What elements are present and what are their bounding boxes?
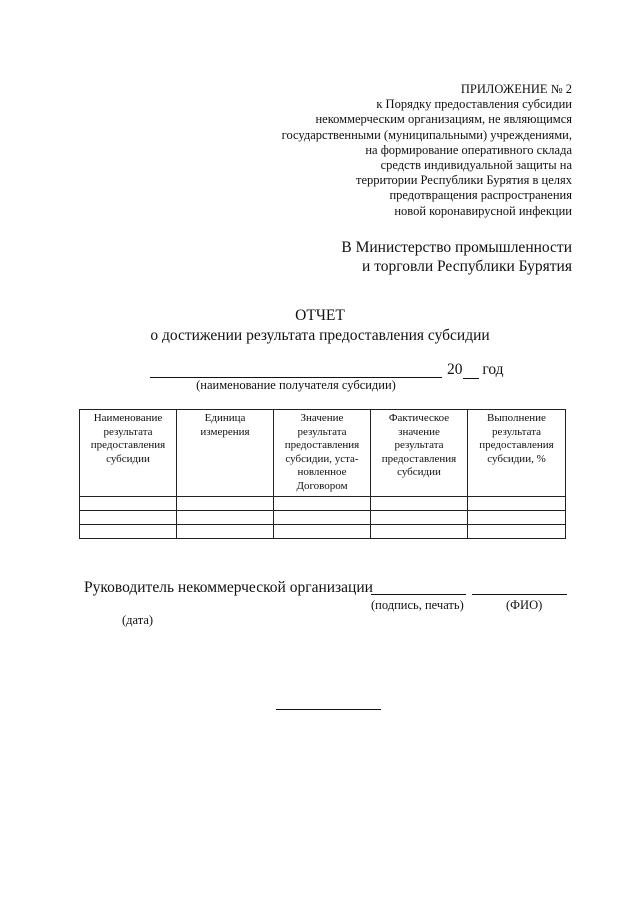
table-cell[interactable]	[371, 510, 468, 524]
table-row	[80, 496, 566, 510]
column-header: Наименование результата предоставления субсидии	[80, 410, 177, 497]
date-caption: (дата)	[122, 613, 154, 627]
appendix-line: на формирование оперативного склада	[365, 142, 572, 157]
column-header: Выполнение результата предоставления субсидии, %	[468, 410, 566, 497]
table-cell[interactable]	[274, 510, 371, 524]
year-suffix: год	[482, 361, 504, 378]
signature-caption: (подпись, печать)	[371, 598, 464, 612]
table-cell[interactable]	[177, 524, 274, 538]
appendix-line: ПРИЛОЖЕНИЕ № 2	[460, 82, 572, 96]
column-header: Значение результата предоставления субсидии, уста-новленное Договором	[274, 410, 371, 497]
addressee-block	[172, 238, 572, 276]
table-cell[interactable]	[177, 510, 274, 524]
addressee-line-2: и торговли Республики Бурятия	[362, 258, 572, 275]
report-year-field[interactable]	[447, 361, 504, 379]
table-header-row	[80, 410, 566, 497]
table-cell[interactable]	[80, 496, 177, 510]
table-cell[interactable]	[468, 496, 566, 510]
table-cell[interactable]	[468, 510, 566, 524]
report-title: ОТЧЕТ	[295, 307, 345, 324]
year-prefix: 20	[447, 361, 463, 378]
appendix-line: предотвращения распространения	[389, 188, 572, 203]
fullname-caption: (ФИО)	[506, 598, 543, 612]
appendix-line: некоммерческим организациям, не являющимся	[315, 112, 572, 127]
table-cell[interactable]	[177, 496, 274, 510]
table-cell[interactable]	[80, 510, 177, 524]
table-cell[interactable]	[371, 524, 468, 538]
table-cell[interactable]	[274, 496, 371, 510]
appendix-block	[152, 82, 572, 219]
report-subtitle: о достижении результата предоставления субсидии	[150, 327, 490, 344]
table-row	[80, 524, 566, 538]
recipient-name-field[interactable]	[150, 359, 442, 378]
table-cell[interactable]	[80, 524, 177, 538]
end-divider	[276, 709, 381, 710]
appendix-line: средств индивидуальной защиты на	[380, 158, 572, 173]
fullname-blank[interactable]	[472, 594, 567, 595]
table-row	[80, 510, 566, 524]
signature-label: Руководитель некоммерческой организации	[84, 579, 373, 596]
report-table	[79, 409, 566, 539]
column-header: Единица измерения	[177, 410, 274, 497]
table-cell[interactable]	[371, 496, 468, 510]
year-blank[interactable]	[463, 364, 479, 379]
signature-blank[interactable]	[371, 594, 466, 595]
appendix-line: территории Республики Бурятия в целях	[356, 173, 572, 188]
column-header: Фактическое значение результата предоставления субсидии	[371, 410, 468, 497]
appendix-line: новой коронавирусной инфекции	[394, 203, 572, 218]
table-cell[interactable]	[468, 524, 566, 538]
addressee-line-1: В Министерство промышленности	[341, 239, 572, 256]
table-cell[interactable]	[274, 524, 371, 538]
appendix-line: государственными (муниципальными) учреждениями,	[281, 127, 572, 142]
appendix-line: к Порядку предоставления субсидии	[376, 97, 572, 112]
recipient-caption: (наименование получателя субсидии)	[196, 378, 396, 392]
